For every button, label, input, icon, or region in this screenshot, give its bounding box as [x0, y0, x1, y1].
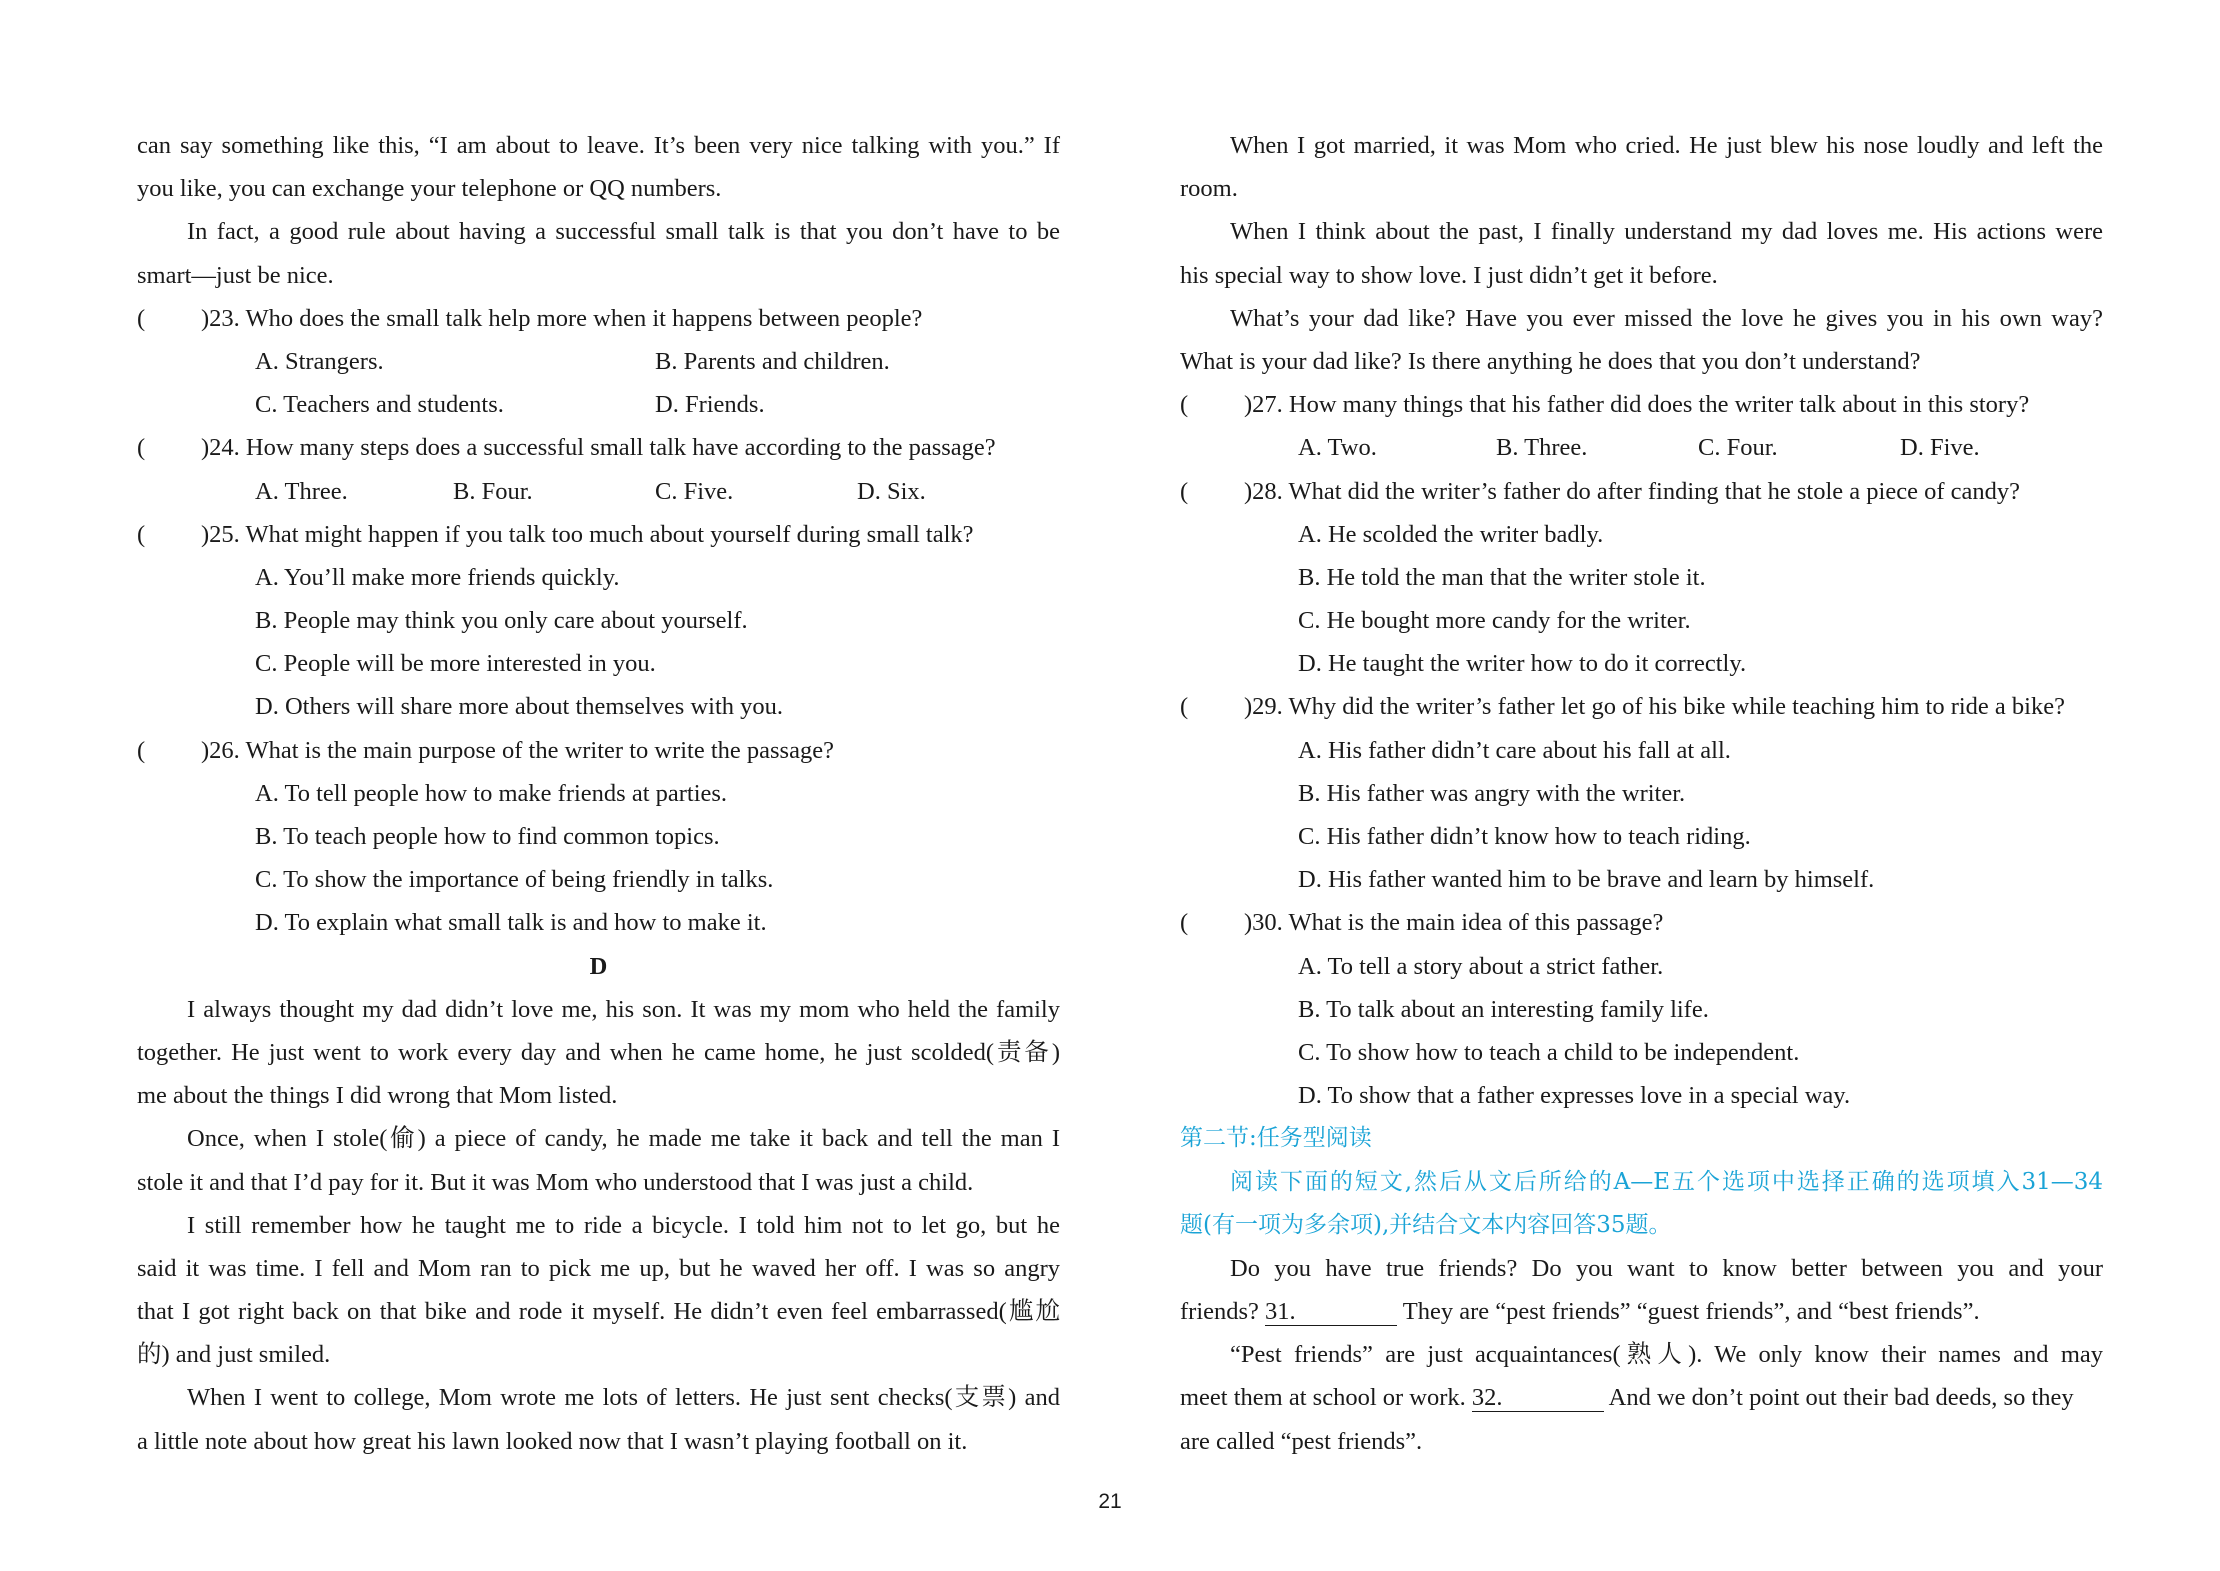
question-text: )28. What did the writer’s father do after finding that he stole a piece of candy?: [1244, 477, 2020, 505]
option-a: A. Strangers.: [255, 347, 384, 375]
option-b: B. To teach people how to find common topics.: [255, 823, 720, 850]
option-b: B. To talk about an interesting family life.: [1298, 995, 1709, 1023]
passage-line: When I went to college, Mom wrote me lots of letters. He just sent checks(支票) and: [187, 1384, 1060, 1412]
option-a: A. To tell a story about a strict father.: [1298, 952, 1664, 980]
option-d: D. He taught the writer how to do it correctly.: [1298, 650, 1747, 678]
question-23: [137, 297, 1060, 340]
passage-line: a little note about how great his lawn looked now that I wasn’t playing football on it.: [137, 1427, 968, 1455]
question-text: )23. Who does the small talk help more when it happens between people?: [201, 304, 923, 332]
passage-line: When I got married, it was Mom who cried. He just blew his nose loudly and left the: [1230, 132, 2103, 159]
options-row: [137, 470, 1060, 513]
passage-line: smart—just be nice.: [137, 261, 334, 289]
options-row: [1180, 642, 2103, 685]
section-instruction: 题(有一项为多余项),并结合文本内容回答35题。: [1180, 1211, 1672, 1238]
option-c: C. His father didn’t know how to teach riding.: [1298, 823, 1751, 850]
option-d: D. To show that a father expresses love in a special way.: [1298, 1082, 1851, 1110]
options-row: [137, 901, 1060, 944]
options-row: [1180, 945, 2103, 988]
option-b: B. He told the man that the writer stole it.: [1298, 563, 1706, 591]
options-row: [1180, 599, 2103, 642]
question-26: [137, 729, 1060, 772]
options-row: [1180, 729, 2103, 772]
option-d: D. Five.: [1900, 434, 1980, 462]
option-d: D. Six.: [857, 477, 926, 505]
question-text: )30. What is the main idea of this passage?: [1244, 909, 1664, 937]
answer-bracket[interactable]: (: [1180, 909, 1189, 937]
passage-line: stole it and that I’d pay for it. But it was Mom who understood that I was just a child.: [137, 1168, 974, 1196]
options-row: [1180, 815, 2103, 858]
passage-line: What is your dad like? Is there anything he does that you don’t understand?: [1180, 347, 1921, 375]
passage-line: me about the things I did wrong that Mom listed.: [137, 1082, 618, 1110]
question-text: )27. How many things that his father did does the writer talk about in this story?: [1244, 391, 2030, 419]
passage-line: “Pest friends” are just acquaintances(熟人). We only know their names and may: [1230, 1341, 2103, 1369]
passage-line: I always thought my dad didn’t love me, his son. It was my mom who held the family: [187, 995, 1060, 1023]
passage-line: What’s your dad like? Have you ever missed the love he gives you in his own way?: [1230, 304, 2103, 332]
left-column: [137, 124, 1060, 1463]
options-row: [137, 642, 1060, 685]
passage-line: together. He just went to work every day and when he came home, he just scolded(责备): [137, 1038, 1060, 1066]
options-row: [1180, 1074, 2103, 1117]
passage-line: said it was time. I fell and Mom ran to pick me up, but he waved her off. I was so angry: [137, 1254, 1060, 1282]
option-c: C. To show how to teach a child to be independent.: [1298, 1038, 1800, 1066]
right-column: [1180, 124, 2103, 1463]
passage-line: [1180, 1290, 2103, 1333]
option-a: A. You’ll make more friends quickly.: [255, 563, 620, 591]
options-row: [137, 685, 1060, 728]
option-b: B. His father was angry with the writer.: [1298, 779, 1686, 807]
question-29: [1180, 685, 2103, 728]
question-30: [1180, 901, 2103, 944]
answer-bracket[interactable]: (: [1180, 693, 1189, 721]
passage-line: his special way to show love. I just didn’t get it before.: [1180, 261, 1718, 289]
passage-line: that I got right back on that bike and rode it myself. He didn’t even feel embarrassed(尴尬: [137, 1298, 1060, 1326]
passage-line: are called “pest friends”.: [1180, 1427, 1423, 1455]
question-27: [1180, 383, 2103, 426]
blank-31[interactable]: 31.: [1265, 1299, 1397, 1326]
options-row: [137, 340, 1060, 383]
section-title: 第二节:任务型阅读: [1180, 1125, 1372, 1152]
options-row: [137, 858, 1060, 901]
passage-line: room.: [1180, 175, 1238, 203]
answer-bracket[interactable]: (: [137, 520, 146, 548]
options-row: [137, 599, 1060, 642]
option-d: D. Friends.: [655, 391, 765, 419]
option-a: A. Three.: [255, 477, 348, 505]
passage-line: Once, when I stole(偷) a piece of candy, he made me take it back and tell the man I: [187, 1125, 1060, 1153]
options-row: [1180, 772, 2103, 815]
text-span: They are “pest friends” “guest friends”, and “best friends”.: [1397, 1298, 1980, 1326]
option-d: D. His father wanted him to be brave and learn by himself.: [1298, 866, 1875, 894]
section-heading: D: [589, 952, 608, 980]
option-c: C. Five.: [655, 477, 734, 505]
option-a: A. Two.: [1298, 434, 1377, 462]
option-c: C. Four.: [1698, 434, 1778, 462]
option-a: A. He scolded the writer badly.: [1298, 520, 1604, 548]
answer-bracket[interactable]: (: [137, 736, 146, 764]
options-row: [137, 383, 1060, 426]
options-row: [137, 772, 1060, 815]
blank-32[interactable]: 32.: [1472, 1385, 1604, 1412]
option-c: C. Teachers and students.: [255, 391, 504, 419]
text-span: meet them at school or work.: [1180, 1384, 1472, 1412]
answer-bracket[interactable]: (: [1180, 477, 1189, 505]
text-span: friends?: [1180, 1298, 1266, 1326]
options-row: [1180, 988, 2103, 1031]
text-span: And we don’t point out their bad deeds, so they: [1603, 1384, 2074, 1412]
passage-line: [1180, 1376, 2103, 1419]
option-d: D. Others will share more about themselves with you.: [255, 693, 784, 721]
question-text: )24. How many steps does a successful small talk have according to the passage?: [201, 434, 996, 462]
passage-line: When I think about the past, I finally understand my dad loves me. His actions were: [1230, 218, 2103, 246]
answer-bracket[interactable]: (: [137, 434, 146, 462]
question-text: )26. What is the main purpose of the writer to write the passage?: [201, 736, 834, 764]
option-a: A. His father didn’t care about his fall at all.: [1298, 736, 1731, 764]
question-25: [137, 513, 1060, 556]
options-row: [1180, 426, 2103, 469]
question-28: [1180, 470, 2103, 513]
options-row: [137, 815, 1060, 858]
options-row: [137, 556, 1060, 599]
option-b: B. People may think you only care about yourself.: [255, 607, 748, 635]
answer-bracket[interactable]: (: [1180, 391, 1189, 419]
options-row: [1180, 858, 2103, 901]
option-a: A. To tell people how to make friends at parties.: [255, 779, 728, 807]
option-d: D. To explain what small talk is and how to make it.: [255, 909, 767, 937]
option-b: B. Parents and children.: [655, 347, 890, 375]
options-row: [1180, 513, 2103, 556]
passage-line: In fact, a good rule about having a successful small talk is that you don’t have to be: [187, 218, 1060, 246]
options-row: [1180, 556, 2103, 599]
passage-line: 的) and just smiled.: [137, 1341, 331, 1369]
answer-bracket[interactable]: (: [137, 304, 146, 332]
passage-line: can say something like this, “I am about to leave. It’s been very nice talking with you.” If: [137, 132, 1060, 159]
option-c: C. He bought more candy for the writer.: [1298, 607, 1691, 635]
option-b: B. Four.: [453, 477, 533, 505]
passage-line: you like, you can exchange your telephone or QQ numbers.: [137, 175, 722, 203]
passage-line: I still remember how he taught me to ride a bicycle. I told him not to let go, but he: [187, 1211, 1060, 1239]
option-c: C. People will be more interested in you.: [255, 650, 656, 678]
option-c: C. To show the importance of being friendly in talks.: [255, 866, 774, 894]
question-24: [137, 426, 1060, 469]
section-instruction: 阅读下面的短文,然后从文后所给的A—E五个选项中选择正确的选项填入31—34: [1230, 1168, 2103, 1195]
question-text: )25. What might happen if you talk too much about yourself during small talk?: [201, 520, 974, 548]
options-row: [1180, 1031, 2103, 1074]
passage-line: Do you have true friends? Do you want to know better between you and your: [1230, 1254, 2103, 1282]
question-text: )29. Why did the writer’s father let go of his bike while teaching him to ride a bike?: [1244, 693, 2065, 721]
page-number: 21: [1098, 1490, 1122, 1513]
option-b: B. Three.: [1496, 434, 1588, 462]
